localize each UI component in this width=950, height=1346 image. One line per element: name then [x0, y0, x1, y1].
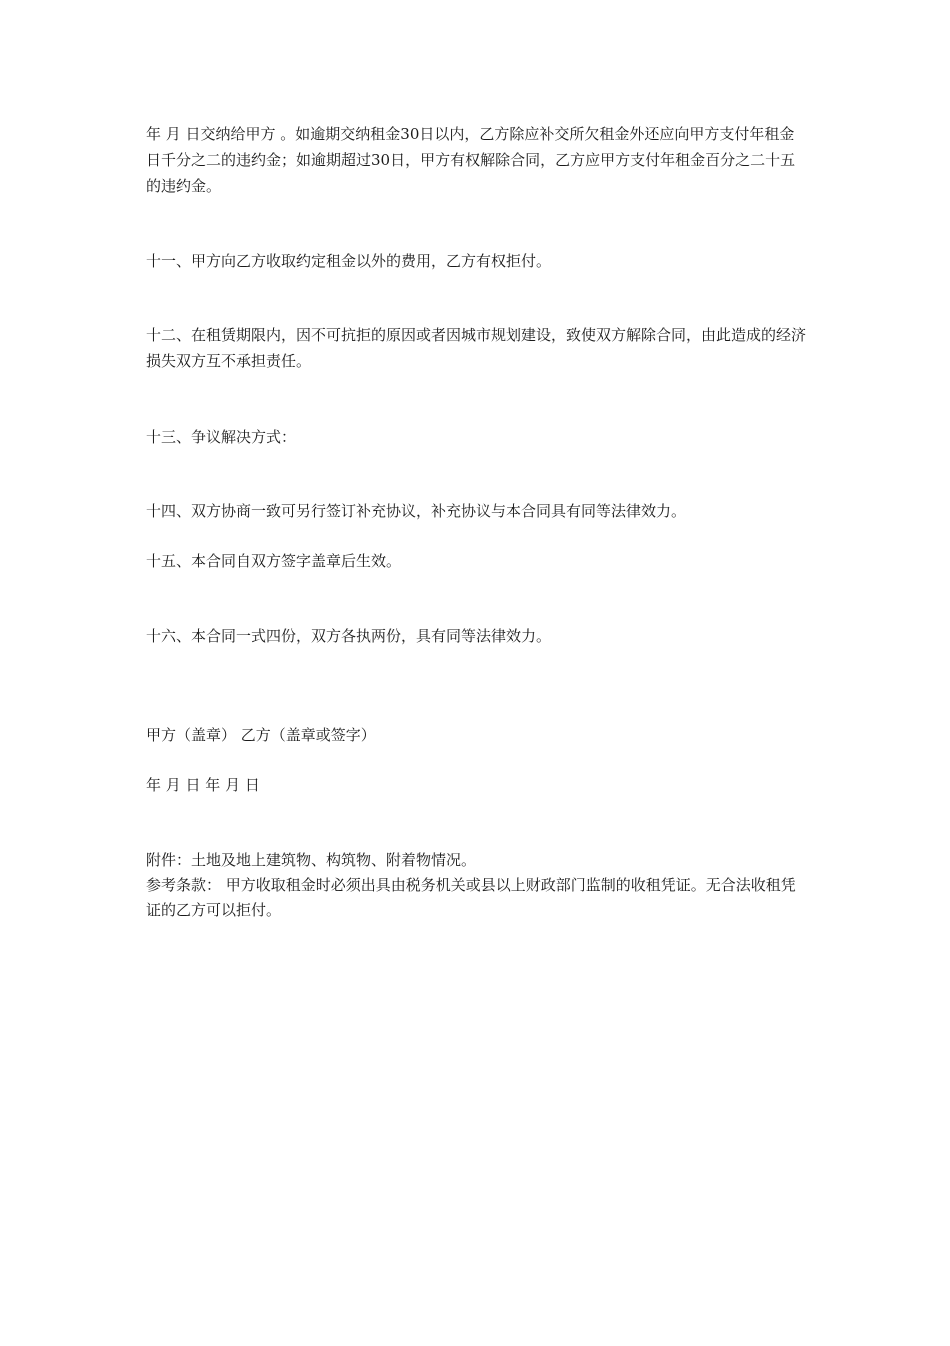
paragraph-late-payment: 年 月 日交纳给甲方 。如逾期交纳租金30日以内，乙方除应补交所欠租金外还应向甲方支付年租金日千分之二的违约金；如逾期超过30日，甲方有权解除合同，乙方应甲方支付年租金百分之二十五的违约金。	[146, 125, 796, 195]
clause-thirteen: 十三、争议解决方式：	[146, 428, 297, 446]
attachment-line: 附件：土地及地上建筑物、构筑物、附着物情况。	[146, 851, 477, 869]
appendix-block	[146, 848, 808, 923]
clause-eleven: 十一、甲方向乙方收取约定租金以外的费用，乙方有权拒付。	[146, 252, 552, 270]
signature-line: 甲方（盖章） 乙方（盖章或签字）	[146, 726, 376, 744]
clause-sixteen: 十六、本合同一式四份，双方各执两份，具有同等法律效力。	[146, 627, 552, 645]
date-line: 年 月 日 年 月 日	[146, 776, 260, 794]
clause-fourteen: 十四、双方协商一致可另行签订补充协议，补充协议与本合同具有同等法律效力。	[146, 502, 687, 520]
clause-twelve: 十二、在租赁期限内，因不可抗拒的原因或者因城市规划建设，致使双方解除合同，由此造成的经济损失双方互不承担责任。	[146, 326, 807, 370]
clause-fifteen: 十五、本合同自双方签字盖章后生效。	[146, 552, 402, 570]
reference-clause: 参考条款： 甲方收取租金时必须出具由税务机关或县以上财政部门监制的收租凭证。无合法收租凭证的乙方可以拒付。	[146, 876, 796, 919]
